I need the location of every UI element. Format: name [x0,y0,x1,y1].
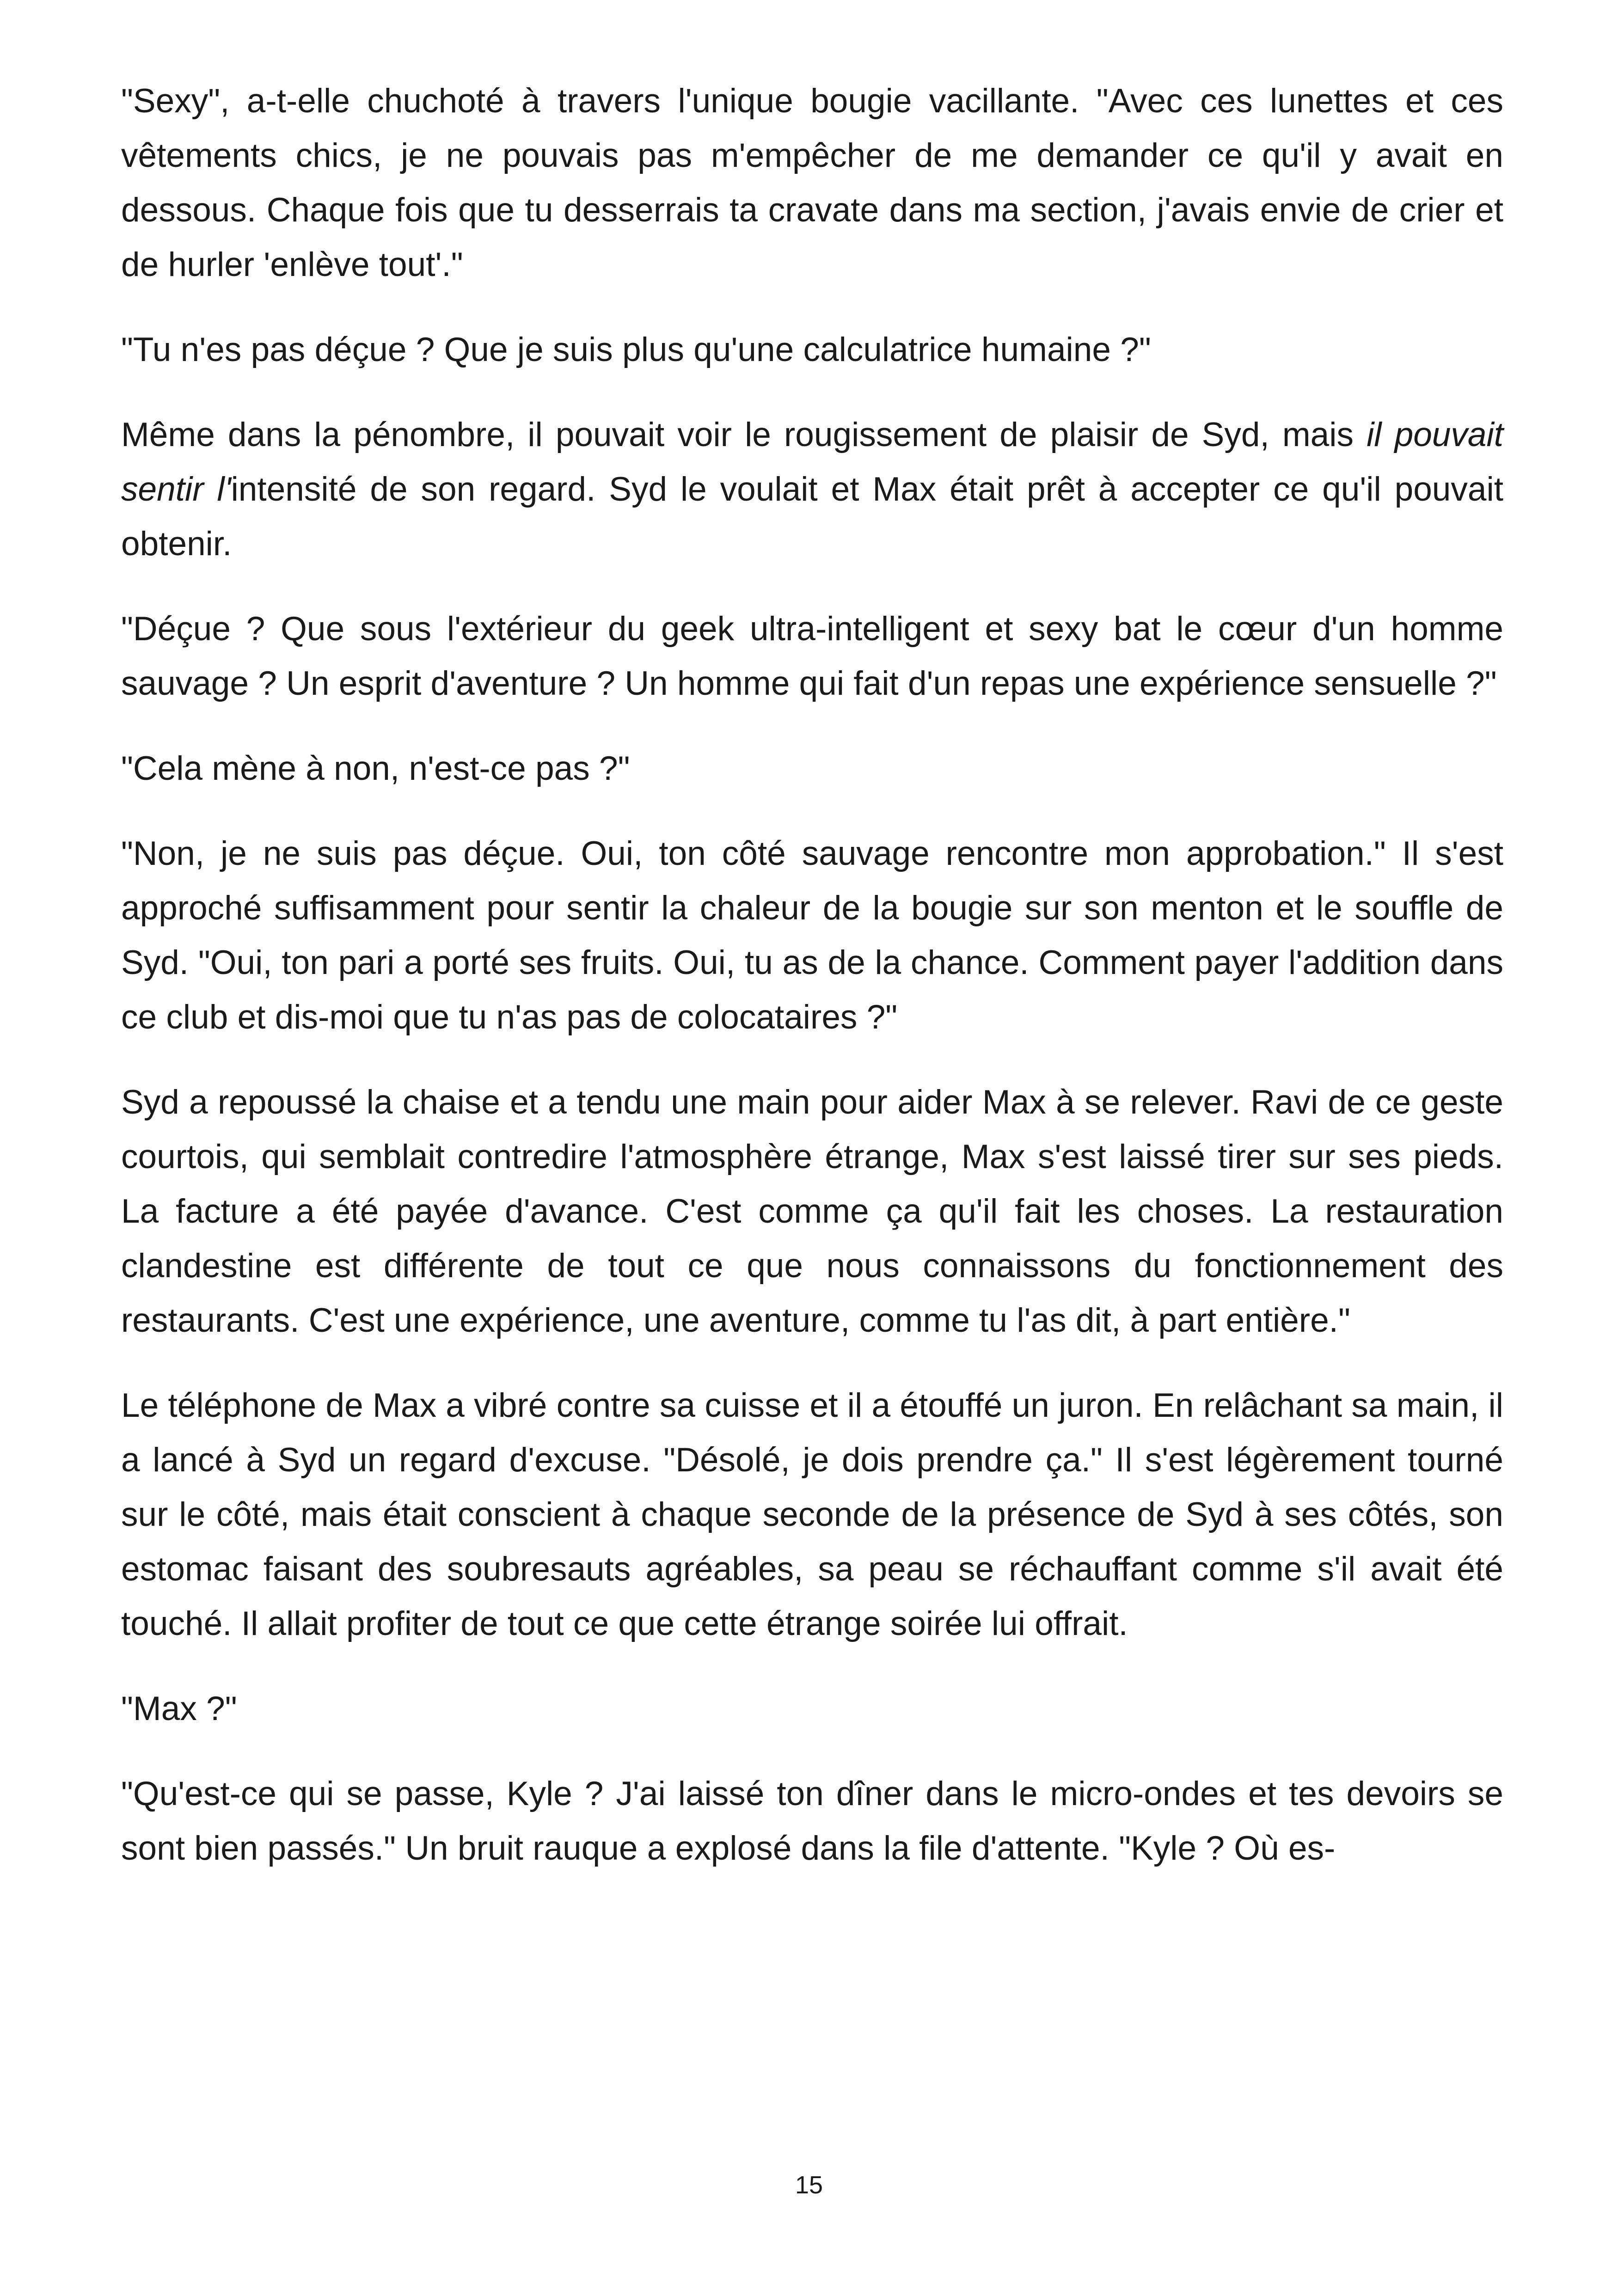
paragraph: "Max ?" [121,1690,237,1727]
paragraph: Le téléphone de Max a vibré contre sa cuisse et il a étouffé un juron. En relâchant sa main, il a lancé à Syd un regard d'excuse. "Désolé, je dois prendre ça." Il s'est légèrement tourné sur le côté, mais était conscient à chaque seconde de la présence de Syd à ses côtés, son estomac faisant des soubresauts agréables, sa peau se réchauffant comme s'il avait été touché. Il allait profiter de tout ce que cette étrange soirée lui offrait. [121,1387,1503,1642]
paragraph: "Non, je ne suis pas déçue. Oui, ton côté sauvage rencontre mon approbation." Il s'est approché suffisamment pour sentir la chaleur de la bougie sur son menton et le souffle de Syd. "Oui, ton pari a porté ses fruits. Oui, tu as de la chance. Comment payer l'addition dans ce club et dis-moi que tu n'as pas de colocataires ?" [121,835,1503,1036]
italic-phrase: il pouvait sentir l' [121,416,1503,508]
page-number: 15 [795,2171,823,2199]
paragraph: "Déçue ? Que sous l'extérieur du geek ultra-intelligent et sexy bat le cœur d'un homme sauvage ? Un esprit d'aventure ? Un homme qui fait d'un repas une expérience sensuelle ?" [121,610,1503,702]
paragraph [121,408,1503,571]
paragraph: "Sexy", a-t-elle chuchoté à travers l'unique bougie vacillante. "Avec ces lunettes et ces vêtements chics, je ne pouvais pas m'empêcher de me demander ce qu'il y avait en dessous. Chaque fois que tu desserrais ta cravate dans ma section, j'avais envie de crier et de hurler 'enlève tout'." [121,82,1503,283]
paragraph: "Tu n'es pas déçue ? Que je suis plus qu'une calculatrice humaine ?" [121,331,1151,368]
paragraph-text: Même dans la pénombre, il pouvait voir le rougissement de plaisir de Syd, mais [121,416,1367,453]
body-text [121,74,1503,1906]
paragraph: "Cela mène à non, n'est-ce pas ?" [121,750,630,787]
paragraph-text: intensité de son regard. Syd le voulait et Max était prêt à accepter ce qu'il pouvait obtenir. [121,471,1504,563]
paragraph: "Qu'est-ce qui se passe, Kyle ? J'ai laissé ton dîner dans le micro-ondes et tes devoirs se sont bien passés." Un bruit rauque a explosé dans la file d'attente. "Kyle ? Où es- [121,1775,1503,1867]
paragraph: Syd a repoussé la chaise et a tendu une main pour aider Max à se relever. Ravi de ce geste courtois, qui semblait contredire l'atmosphère étrange, Max s'est laissé tirer sur ses pieds. La facture a été payée d'avance. C'est comme ça qu'il fait les choses. La restauration clandestine est différente de tout ce que nous connaissons du fonctionnement des restaurants. C'est une expérience, une aventure, comme tu l'as dit, à part entière." [121,1084,1503,1339]
